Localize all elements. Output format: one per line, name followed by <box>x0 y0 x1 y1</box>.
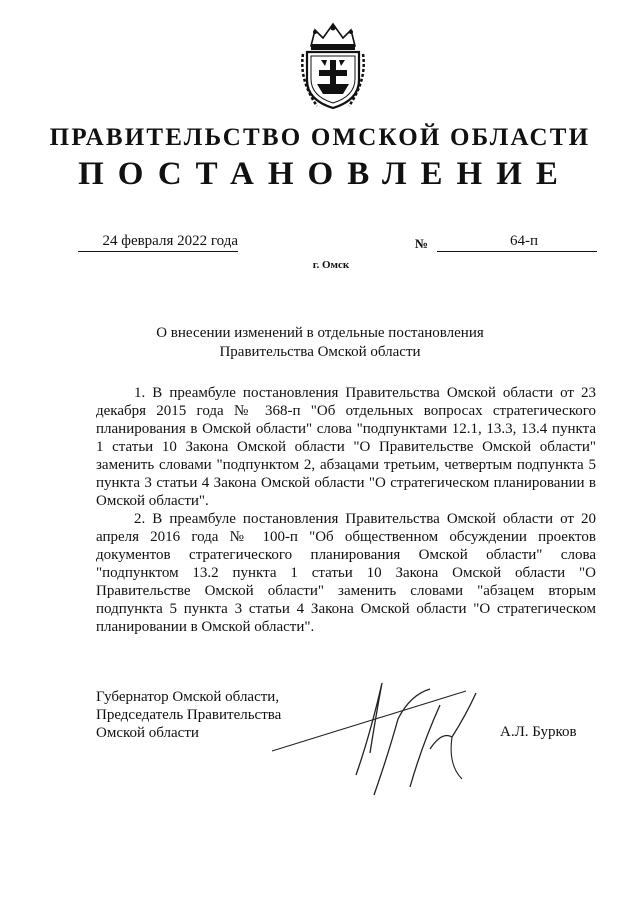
organization-title: ПРАВИТЕЛЬСТВО ОМСКОЙ ОБЛАСТИ <box>49 124 591 151</box>
document-date: 24 февраля 2022 года <box>78 233 238 252</box>
signer-name: А.Л. Бурков <box>500 724 577 740</box>
subject-line: О внесении изменений в отдельные постановления <box>156 325 484 341</box>
signer-position-line: Председатель Правительства <box>96 707 282 723</box>
body-paragraph: 2. В преамбуле постановления Правительства Омской области от 20 апреля 2016 года № 100-п "Об общественном обсуждении проектов документов стратегического планирования Омской области" слова "подпунктом 13.2 пункта 1 статьи 10 Закона Омской области "О Правительстве Омской области" заменить словами "абзацем вторым подпункта 5 пункта 3 статьи 4 Закона Омской области "О стратегическом планировании в Омской области". <box>96 511 596 635</box>
document-subject <box>0 324 640 362</box>
document-body <box>96 384 596 636</box>
city-label: г. Омск <box>312 259 350 271</box>
number-label: № <box>415 236 429 251</box>
body-paragraph: 1. В преамбуле постановления Правительства Омской области от 23 декабря 2015 года № 368-п "Об отдельных вопросах стратегического планирования в Омской области" слова "подпунктами 12.1, 13.3, 13.4 пункта 1 статьи 10 Закона Омской области "О Правительстве Омской области" заменить словами "подпунктом 2, абзацами третьим, четвертым подпункта 5 пункта 3 статьи 4 Закона Омской области "О стратегическом планировании в Омской области". <box>96 385 596 509</box>
signer-position-line: Губернатор Омской области, <box>96 689 280 705</box>
signer-position <box>96 688 281 742</box>
document-number: 64-п <box>437 233 597 252</box>
handwritten-signature-icon <box>270 675 500 800</box>
subject-line: Правительства Омской области <box>219 344 421 360</box>
document-type-title: ПОСТАНОВЛЕНИЕ <box>78 156 572 192</box>
coat-of-arms-icon <box>297 20 369 110</box>
signer-position-line: Омской области <box>96 725 199 741</box>
